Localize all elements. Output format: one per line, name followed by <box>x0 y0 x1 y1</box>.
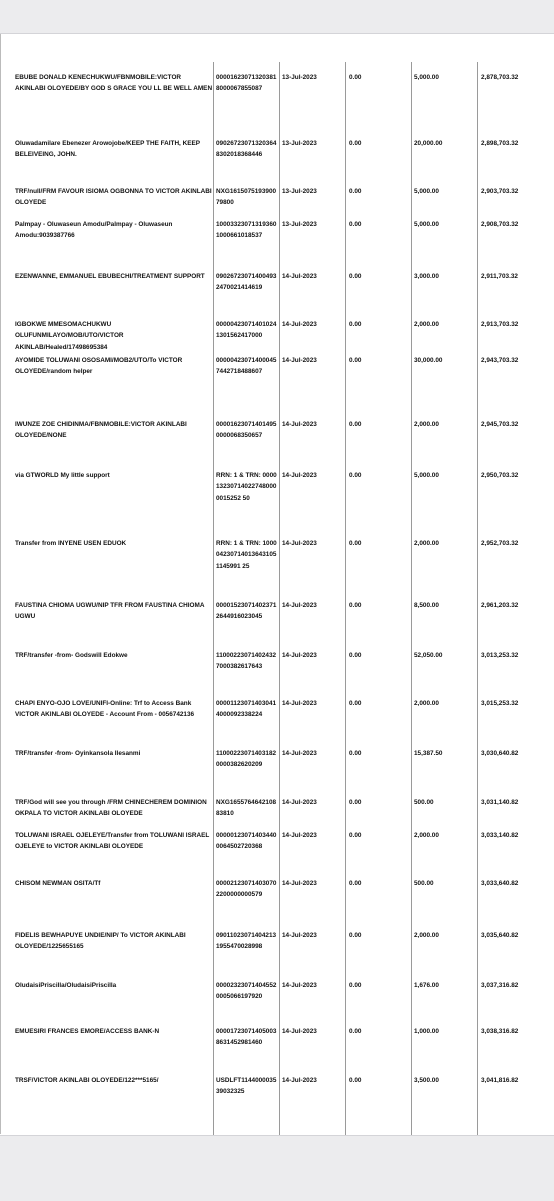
transaction-description: IWUNZE ZOE CHIDINMA/FBNMOBILE:VICTOR AKINLABI OLOYEDE/NONE <box>15 421 187 440</box>
transaction-balance: 2,878,703.32 <box>481 74 519 81</box>
transaction-description: FAUSTINA CHIOMA UGWU/NIP TFR FROM FAUSTINA CHIOMA UGWU <box>15 602 205 621</box>
transaction-credit: 5,000.00 <box>414 74 439 81</box>
transaction-debit: 0.00 <box>349 421 362 428</box>
transaction-credit: 52,050.00 <box>414 652 443 659</box>
transaction-balance: 3,033,140.82 <box>481 832 519 839</box>
transaction-reference: 110002230714024327000382617643 <box>216 652 277 671</box>
transaction-balance: 3,030,640.82 <box>481 750 519 757</box>
transaction-date: 14-Jul-2023 <box>282 357 317 364</box>
transaction-credit: 30,000.00 <box>414 357 443 364</box>
transaction-date: 14-Jul-2023 <box>282 932 317 939</box>
transaction-credit: 20,000.00 <box>414 140 443 147</box>
transaction-description: TRF/transfer -from- Godswill Edokwe <box>15 652 128 659</box>
transaction-description: OludaisiPriscilla/OludaisiPriscilla <box>15 982 117 989</box>
transaction-reference: 000021230714030702200000000579 <box>216 880 277 899</box>
transaction-reference: 000004230714000457442718488607 <box>216 357 277 376</box>
transaction-description: TRSF/VICTOR AKINLABI OLOYEDE/122***5165/ <box>15 1077 159 1084</box>
transaction-debit: 0.00 <box>349 472 362 479</box>
transaction-balance: 2,952,703.32 <box>481 540 519 547</box>
column-divider <box>345 62 346 1135</box>
transaction-date: 14-Jul-2023 <box>282 700 317 707</box>
transaction-debit: 0.00 <box>349 1077 362 1084</box>
transaction-credit: 8,500.00 <box>414 602 439 609</box>
transaction-credit: 500.00 <box>414 880 434 887</box>
transaction-date: 14-Jul-2023 <box>282 1028 317 1035</box>
transaction-credit: 3,500.00 <box>414 1077 439 1084</box>
transaction-date: 14-Jul-2023 <box>282 540 317 547</box>
transaction-reference: 090267230714004932470021414619 <box>216 273 277 292</box>
transaction-date: 14-Jul-2023 <box>282 982 317 989</box>
transaction-debit: 0.00 <box>349 188 362 195</box>
transaction-date: 14-Jul-2023 <box>282 273 317 280</box>
transaction-description: CHAPI ENYO-OJO LOVE/UNIFI-Online: Trf to Access Bank VICTOR AKINLABI OLOYEDE - Account From - 0056742136 <box>15 700 195 719</box>
transaction-credit: 3,000.00 <box>414 273 439 280</box>
transaction-date: 14-Jul-2023 <box>282 750 317 757</box>
transaction-reference: 110002230714031820000382620209 <box>216 750 277 769</box>
transaction-date: 14-Jul-2023 <box>282 421 317 428</box>
transaction-description: EBUBE DONALD KENECHUKWU/FBNMOBILE:VICTOR AKINLABI OLOYEDE/BY GOD S GRACE YOU LL BE WELL AMEN <box>15 74 213 93</box>
transaction-debit: 0.00 <box>349 799 362 806</box>
transaction-debit: 0.00 <box>349 602 362 609</box>
transaction-credit: 5,000.00 <box>414 472 439 479</box>
transaction-reference: 090110230714042131955470028998 <box>216 932 277 951</box>
transaction-debit: 0.00 <box>349 750 362 757</box>
transaction-debit: 0.00 <box>349 1028 362 1035</box>
transaction-balance: 2,913,703.32 <box>481 321 519 328</box>
transaction-balance: 2,945,703.32 <box>481 421 519 428</box>
transaction-balance: 3,031,140.82 <box>481 799 519 806</box>
transaction-balance: 2,961,203.32 <box>481 602 519 609</box>
transaction-credit: 1,000.00 <box>414 1028 439 1035</box>
transaction-credit: 1,676.00 <box>414 982 439 989</box>
transaction-date: 14-Jul-2023 <box>282 652 317 659</box>
transaction-description: Palmpay - Oluwaseun Amodu/Palmpay - Oluwaseun Amodu:9039387766 <box>15 221 173 240</box>
transaction-description: IGBOKWE MMESOMACHUKWU OLUFUNMILAYO/MOB/UTO/VICTOR AKINLAB/Healed/17498695384 <box>15 321 124 351</box>
transaction-reference: 090267230713203648302018368446 <box>216 140 277 159</box>
transaction-description: Oluwadamilare Ebenezer Arowojobe/KEEP THE FAITH, KEEP BELEIVEING, JOHN. <box>15 140 200 159</box>
transaction-date: 14-Jul-2023 <box>282 472 317 479</box>
transaction-debit: 0.00 <box>349 140 362 147</box>
viewer-top-bar <box>0 0 554 34</box>
transaction-description: AYOMIDE TOLUWANI OSOSAMI/MOB2/UTO/To VICTOR OLOYEDE/random helper <box>15 357 183 376</box>
transaction-date: 14-Jul-2023 <box>282 799 317 806</box>
transaction-date: 14-Jul-2023 <box>282 832 317 839</box>
transaction-balance: 2,950,703.32 <box>481 472 519 479</box>
transaction-date: 14-Jul-2023 <box>282 602 317 609</box>
transaction-balance: 3,037,316.82 <box>481 982 519 989</box>
transaction-date: 13-Jul-2023 <box>282 74 317 81</box>
transaction-debit: 0.00 <box>349 832 362 839</box>
transaction-credit: 2,000.00 <box>414 700 439 707</box>
transaction-reference: 000015230714023712644916023045 <box>216 602 277 621</box>
transaction-balance: 3,038,316.82 <box>481 1028 519 1035</box>
transaction-reference: 000004230714010241301562417000 <box>216 321 277 340</box>
transaction-date: 14-Jul-2023 <box>282 1077 317 1084</box>
transaction-debit: 0.00 <box>349 221 362 228</box>
transaction-reference: 000016230713203818000067855087 <box>216 74 277 93</box>
transaction-debit: 0.00 <box>349 932 362 939</box>
transaction-reference: 000011230714030414000092338224 <box>216 700 277 719</box>
transaction-reference: NXG161507519390079800 <box>216 188 277 207</box>
column-divider <box>213 62 214 1135</box>
transaction-reference: 000016230714014950000068350657 <box>216 421 277 440</box>
transaction-balance: 3,015,253.32 <box>481 700 519 707</box>
viewer-bottom-bar <box>0 1135 554 1201</box>
transaction-credit: 2,000.00 <box>414 932 439 939</box>
transaction-balance: 2,943,703.32 <box>481 357 519 364</box>
transaction-debit: 0.00 <box>349 982 362 989</box>
transaction-description: EMUESIRI FRANCES EMORE/ACCESS BANK-N <box>15 1028 160 1035</box>
transaction-debit: 0.00 <box>349 273 362 280</box>
transaction-reference: 000017230714050038631452981460 <box>216 1028 277 1047</box>
transaction-date: 13-Jul-2023 <box>282 140 317 147</box>
transaction-description: TOLUWANI ISRAEL OJELEYE/Transfer from TOLUWANI ISRAEL OJELEYE to VICTOR AKINLABI OLOYEDE <box>15 832 210 851</box>
column-divider <box>279 62 280 1135</box>
transaction-description: CHISOM NEWMAN OSITA/Tf <box>15 880 101 887</box>
transaction-debit: 0.00 <box>349 652 362 659</box>
transaction-balance: 3,033,640.82 <box>481 880 519 887</box>
transaction-balance: 3,041,816.82 <box>481 1077 519 1084</box>
transaction-description: EZENWANNE, EMMANUEL EBUBECHI/TREATMENT SUPPORT <box>15 273 205 280</box>
transaction-debit: 0.00 <box>349 74 362 81</box>
transaction-credit: 15,387.50 <box>414 750 443 757</box>
transaction-reference: 100033230713193601000661018537 <box>216 221 277 240</box>
transaction-reference: USDLFT114400003539032325 <box>216 1077 277 1096</box>
transaction-balance: 3,035,640.82 <box>481 932 519 939</box>
transaction-description: TRF/God will see you through /FRM CHINECHEREM DOMINION OKPALA TO VICTOR AKINLABI OLOYEDE <box>15 799 207 818</box>
transaction-date: 13-Jul-2023 <box>282 221 317 228</box>
transaction-balance: 2,903,703.32 <box>481 188 519 195</box>
transaction-balance: 2,911,703.32 <box>481 273 518 280</box>
transaction-credit: 2,000.00 <box>414 540 439 547</box>
column-divider <box>411 62 412 1135</box>
transaction-credit: 5,000.00 <box>414 188 439 195</box>
transaction-description: FIDELIS BEWHAPUYE UNDIE/NIP/ To VICTOR AKINLABI OLOYEDE/1225655165 <box>15 932 186 951</box>
transaction-debit: 0.00 <box>349 357 362 364</box>
transaction-date: 13-Jul-2023 <box>282 188 317 195</box>
transaction-description: via GTWORLD My little support <box>15 472 110 479</box>
transaction-debit: 0.00 <box>349 540 362 547</box>
transaction-balance: 2,908,703.32 <box>481 221 519 228</box>
transaction-credit: 2,000.00 <box>414 421 439 428</box>
transaction-reference: RRN: 1 & TRN: 0000132307140227480000015252 50 <box>216 472 277 502</box>
transaction-debit: 0.00 <box>349 700 362 707</box>
transaction-reference: 000023230714045520005066197920 <box>216 982 277 1001</box>
transaction-reference: RRN: 1 & TRN: 1000042307140136431051145991 25 <box>216 540 277 570</box>
transaction-balance: 3,013,253.32 <box>481 652 519 659</box>
transaction-reference: NXG165576464210883810 <box>216 799 277 818</box>
transaction-credit: 2,000.00 <box>414 832 439 839</box>
transaction-description: Transfer from INYENE USEN EDUOK <box>15 540 127 547</box>
transaction-date: 14-Jul-2023 <box>282 880 317 887</box>
transaction-reference: 000001230714034400064502720368 <box>216 832 277 851</box>
transaction-credit: 500.00 <box>414 799 434 806</box>
transaction-date: 14-Jul-2023 <box>282 321 317 328</box>
column-divider <box>477 62 478 1135</box>
transaction-credit: 5,000.00 <box>414 221 439 228</box>
transaction-credit: 2,000.00 <box>414 321 439 328</box>
transaction-debit: 0.00 <box>349 880 362 887</box>
transaction-description: TRF/null/FRM FAVOUR ISIOMA OGBONNA TO VICTOR AKINLABI OLOYEDE <box>15 188 212 207</box>
transaction-description: TRF/transfer -from- Oyinkansola Ilesanmi <box>15 750 141 757</box>
transaction-debit: 0.00 <box>349 321 362 328</box>
transaction-balance: 2,898,703.32 <box>481 140 519 147</box>
